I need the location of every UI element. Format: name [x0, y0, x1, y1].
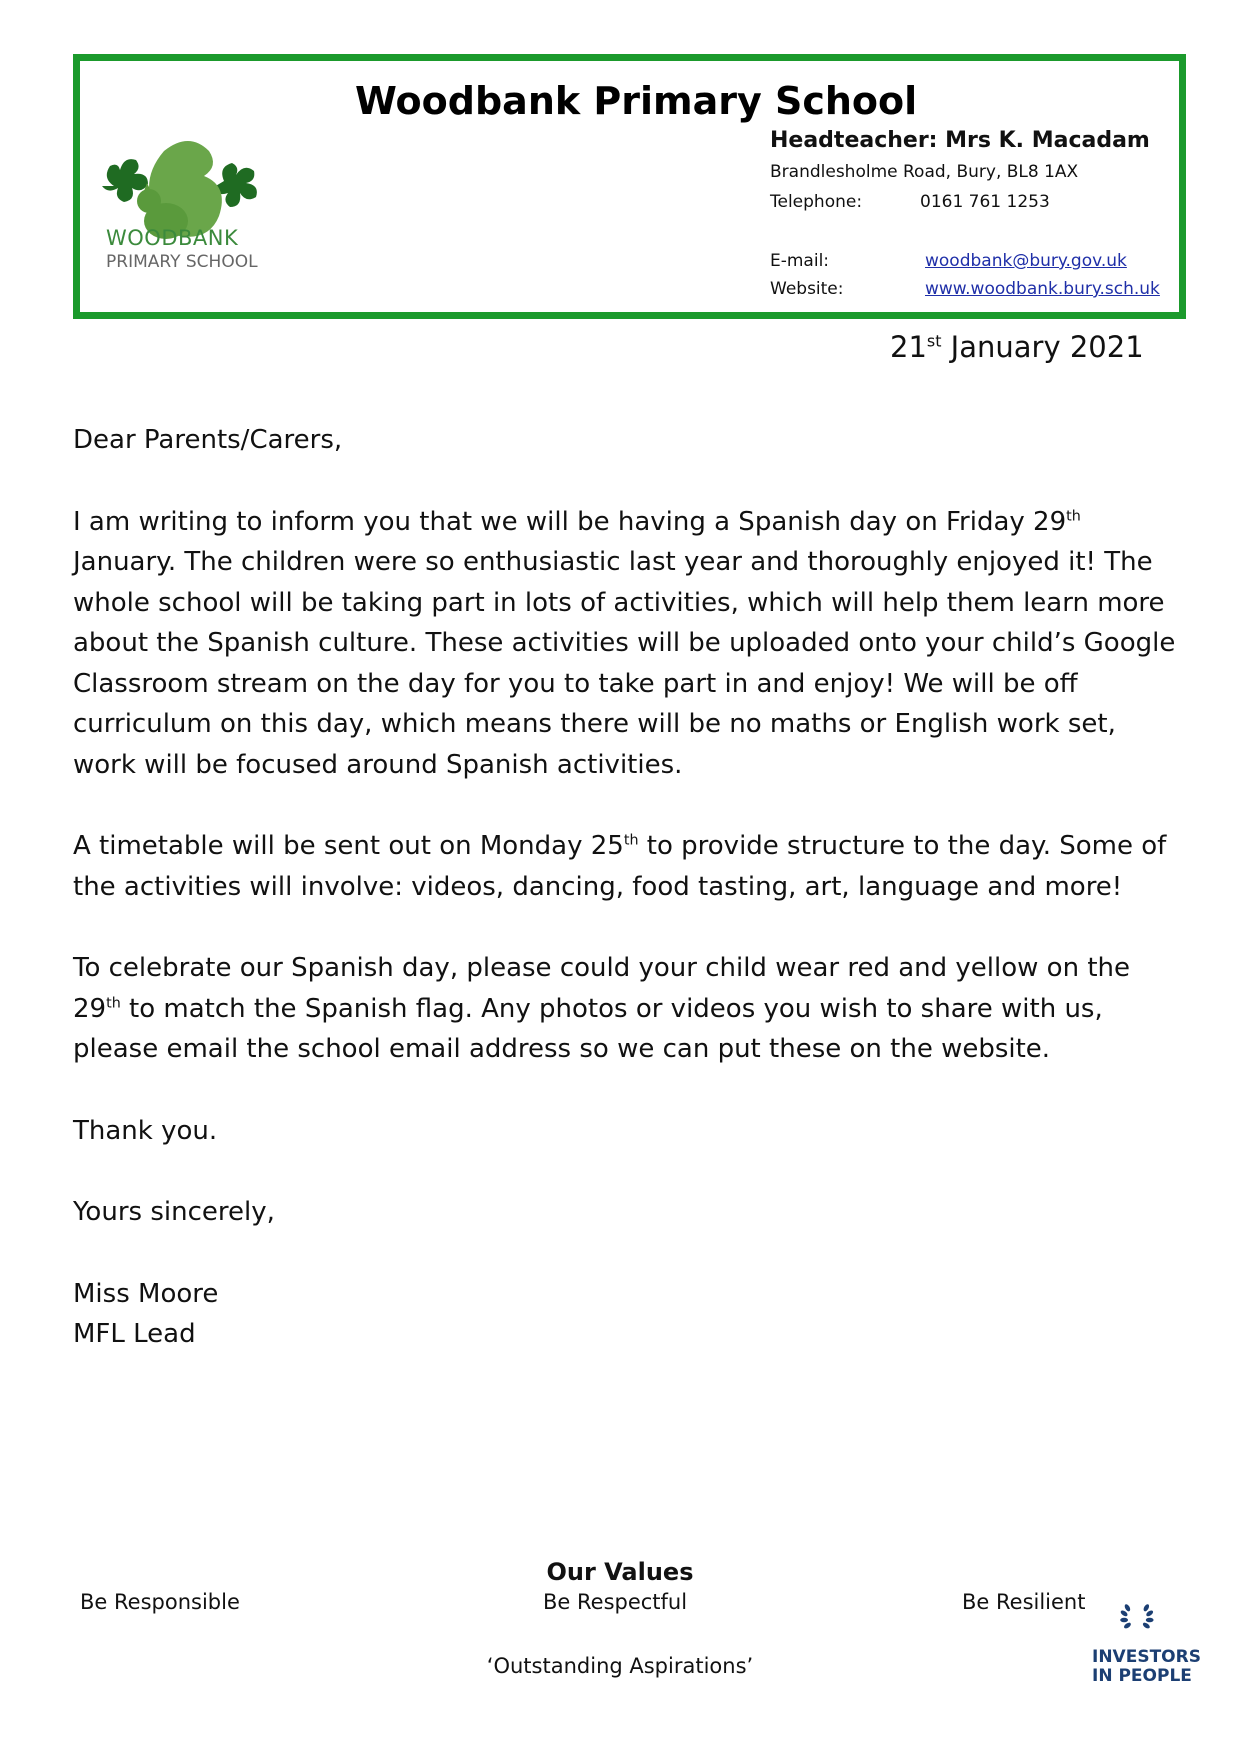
paragraph-2: A timetable will be sent out on Monday 25th to provide structure to the day. Some of the activities will involve: videos, dancing, food tasting, art, language and more!: [73, 831, 1167, 902]
value-respectful: Be Respectful: [543, 1590, 688, 1614]
closing: Yours sincerely,: [73, 1197, 275, 1227]
letterhead: [73, 54, 1186, 319]
signatory-name: Miss Moore: [73, 1278, 219, 1309]
logo-wordmark: WOODBANK: [106, 226, 239, 250]
email-link[interactable]: woodbank@bury.gov.uk: [925, 251, 1127, 271]
value-responsible: Be Responsible: [80, 1590, 240, 1614]
letter-date: 21st January 2021: [890, 330, 1144, 364]
value-resilient: Be Resilient: [962, 1590, 1086, 1614]
logo-subtitle: PRIMARY SCHOOL: [106, 252, 258, 272]
greeting: Dear Parents/Carers,: [73, 425, 343, 455]
school-name: Woodbank Primary School: [355, 79, 918, 123]
school-motto: ‘Outstanding Aspirations’: [486, 1654, 754, 1678]
email-label: E-mail:: [770, 251, 830, 271]
investors-in-people-logo: INVESTORS IN PEOPLE: [1092, 1647, 1201, 1686]
school-address: Brandlesholme Road, Bury, BL8 1AX: [770, 162, 1079, 182]
website-link[interactable]: www.woodbank.bury.sch.uk: [925, 279, 1160, 299]
website-label: Website:: [770, 279, 844, 299]
telephone-number: 0161 761 1253: [920, 192, 1050, 212]
letter-body: [73, 420, 1183, 1355]
telephone-label: Telephone:: [770, 192, 863, 212]
investors-in-people-laurel-icon: [1093, 1600, 1193, 1650]
thanks: Thank you.: [73, 1115, 218, 1146]
signatory-role: MFL Lead: [73, 1319, 196, 1349]
values-title: Our Values: [546, 1558, 694, 1586]
paragraph-1: I am writing to inform you that we will be having a Spanish day on Friday 29th January. The children were so enthusiastic last year and thoroughly enjoyed it! The whole school will be taking part in lots of activities, which will help them learn more about the Spanish culture. These activities will be uploaded onto your child’s Google Classroom stream on the day for you to take part in and enjoy! We will be off curriculum on this day, which means there will be no maths or English work set, work will be focused around Spanish activities.: [73, 506, 1176, 780]
headteacher: Headteacher: Mrs K. Macadam: [770, 128, 1150, 153]
paragraph-3: To celebrate our Spanish day, please could your child wear red and yellow on the 29th to match the Spanish flag. Any photos or videos you wish to share with us, please email the school email address so we can put these on the website.: [73, 953, 1130, 1064]
